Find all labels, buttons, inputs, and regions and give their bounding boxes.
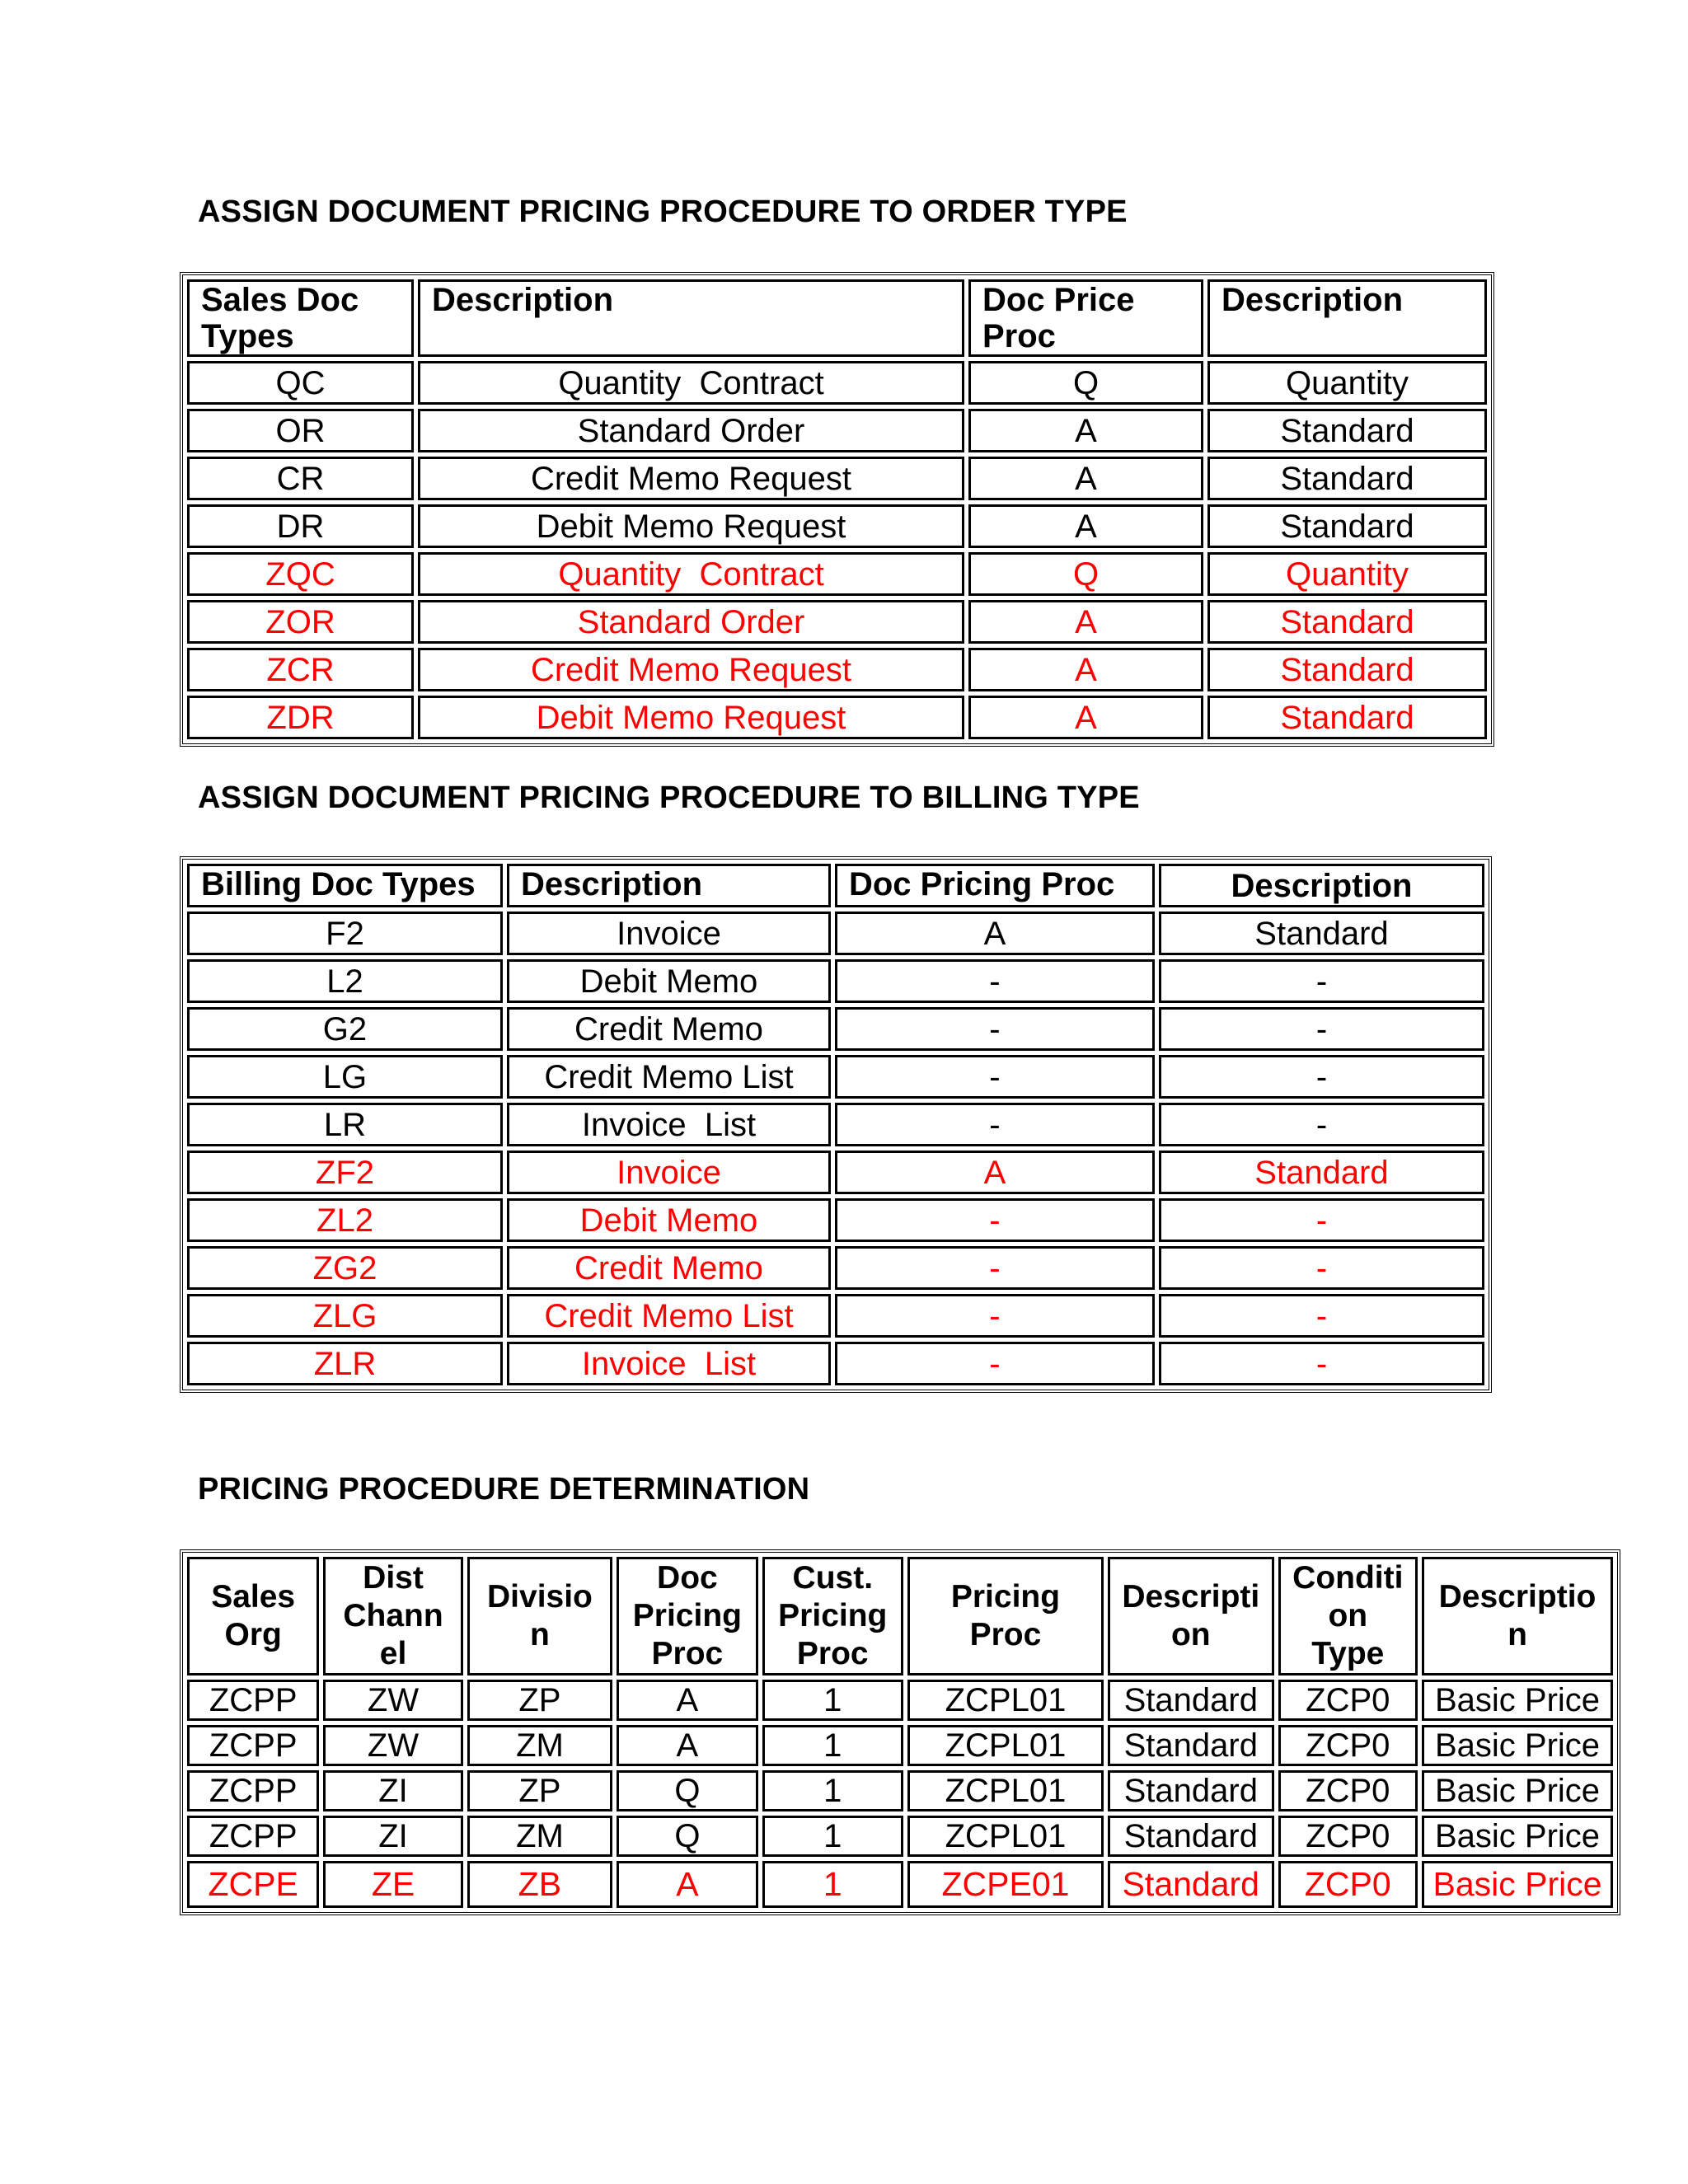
column-header: Divisio n bbox=[467, 1557, 612, 1675]
table-cell: Q bbox=[968, 361, 1203, 405]
table-cell: Basic Price bbox=[1422, 1725, 1613, 1766]
table-cell: - bbox=[1159, 1007, 1484, 1051]
table-cell: A bbox=[617, 1725, 757, 1766]
table-cell: OR bbox=[187, 409, 414, 452]
column-header: Sales Org bbox=[187, 1557, 319, 1675]
table-cell: ZCPE01 bbox=[907, 1861, 1104, 1908]
table-cell: Standard bbox=[1207, 409, 1487, 452]
column-header: Description bbox=[1159, 864, 1484, 907]
table-row bbox=[187, 600, 1487, 644]
table-cell: - bbox=[1159, 1342, 1484, 1385]
table-cell: ZCPL01 bbox=[907, 1680, 1104, 1721]
column-header: Doc Pricing Proc bbox=[835, 864, 1155, 907]
table-row bbox=[187, 1007, 1484, 1051]
section-title-pricing-determination: PRICING PROCEDURE DETERMINATION bbox=[198, 1472, 810, 1507]
header-row bbox=[187, 1557, 1613, 1675]
table-cell: G2 bbox=[187, 1007, 503, 1051]
table-row bbox=[187, 959, 1484, 1003]
table-cell: L2 bbox=[187, 959, 503, 1003]
table-row bbox=[187, 1198, 1484, 1242]
table-row bbox=[187, 648, 1487, 691]
table-cell: 1 bbox=[762, 1725, 903, 1766]
table-cell: - bbox=[835, 1007, 1155, 1051]
section-title-billing-type: ASSIGN DOCUMENT PRICING PROCEDURE TO BILLING TYPE bbox=[198, 780, 1140, 815]
table-row bbox=[187, 1342, 1484, 1385]
table-cell: Standard bbox=[1108, 1680, 1274, 1721]
table-cell: Credit Memo Request bbox=[418, 648, 964, 691]
table-cell: Credit Memo List bbox=[507, 1294, 831, 1338]
table-cell: LR bbox=[187, 1103, 503, 1146]
table-cell: 1 bbox=[762, 1770, 903, 1811]
table-cell: A bbox=[835, 912, 1155, 955]
table-cell: A bbox=[968, 409, 1203, 452]
table-cell: ZP bbox=[467, 1770, 612, 1811]
table-cell: Quantity bbox=[1207, 361, 1487, 405]
table-cell: Standard bbox=[1207, 600, 1487, 644]
table-cell: Standard bbox=[1108, 1861, 1274, 1908]
table-row bbox=[187, 504, 1487, 548]
table-cell: Credit Memo List bbox=[507, 1055, 831, 1099]
table-cell: ZCPP bbox=[187, 1725, 319, 1766]
table-cell: Basic Price bbox=[1422, 1816, 1613, 1857]
table-cell: Standard Order bbox=[418, 600, 964, 644]
table-cell: ZM bbox=[467, 1725, 612, 1766]
header-row bbox=[187, 864, 1484, 907]
table-cell: QC bbox=[187, 361, 414, 405]
table-cell: ZLG bbox=[187, 1294, 503, 1338]
table-cell: ZCPL01 bbox=[907, 1725, 1104, 1766]
column-header: Doc Price Proc bbox=[968, 279, 1203, 357]
column-header: Billing Doc Types bbox=[187, 864, 503, 907]
table-cell: ZF2 bbox=[187, 1151, 503, 1194]
table-cell: A bbox=[968, 648, 1203, 691]
table-cell: ZOR bbox=[187, 600, 414, 644]
table-cell: Q bbox=[617, 1816, 757, 1857]
table-cell: - bbox=[1159, 1246, 1484, 1290]
table-cell: Credit Memo bbox=[507, 1246, 831, 1290]
column-header: Doc Pricing Proc bbox=[617, 1557, 757, 1675]
table-cell: - bbox=[835, 1055, 1155, 1099]
table-row bbox=[187, 1055, 1484, 1099]
table-cell: ZCPL01 bbox=[907, 1770, 1104, 1811]
table-cell: ZQC bbox=[187, 552, 414, 596]
table-row bbox=[187, 1861, 1613, 1908]
table-cell: Basic Price bbox=[1422, 1861, 1613, 1908]
table-row bbox=[187, 361, 1487, 405]
table-cell: ZLR bbox=[187, 1342, 503, 1385]
table-cell: ZDR bbox=[187, 696, 414, 739]
table-cell: ZM bbox=[467, 1816, 612, 1857]
table-cell: - bbox=[1159, 1055, 1484, 1099]
table-cell: A bbox=[968, 696, 1203, 739]
table-cell: Basic Price bbox=[1422, 1680, 1613, 1721]
order-type-table bbox=[180, 272, 1494, 747]
column-header: Sales Doc Types bbox=[187, 279, 414, 357]
table-cell: - bbox=[835, 959, 1155, 1003]
section-title-order-type: ASSIGN DOCUMENT PRICING PROCEDURE TO ORDER TYPE bbox=[198, 194, 1128, 229]
table-cell: A bbox=[835, 1151, 1155, 1194]
table-cell: Invoice List bbox=[507, 1342, 831, 1385]
table-cell: 1 bbox=[762, 1861, 903, 1908]
table-cell: Quantity Contract bbox=[418, 552, 964, 596]
table-cell: - bbox=[1159, 959, 1484, 1003]
table-cell: - bbox=[835, 1198, 1155, 1242]
table-cell: ZCP0 bbox=[1278, 1861, 1418, 1908]
table-cell: Q bbox=[968, 552, 1203, 596]
table-cell: Invoice bbox=[507, 1151, 831, 1194]
table-cell: DR bbox=[187, 504, 414, 548]
table-cell: Standard bbox=[1207, 457, 1487, 500]
table-row bbox=[187, 1246, 1484, 1290]
table-cell: A bbox=[968, 504, 1203, 548]
table-cell: Standard bbox=[1108, 1816, 1274, 1857]
table-cell: ZCPP bbox=[187, 1680, 319, 1721]
table-cell: Standard bbox=[1159, 1151, 1484, 1194]
table-cell: A bbox=[617, 1861, 757, 1908]
table-row bbox=[187, 552, 1487, 596]
table-cell: Debit Memo Request bbox=[418, 696, 964, 739]
table-cell: ZCPL01 bbox=[907, 1816, 1104, 1857]
column-header: Description bbox=[1207, 279, 1487, 357]
table-cell: ZL2 bbox=[187, 1198, 503, 1242]
table-cell: 1 bbox=[762, 1816, 903, 1857]
column-header: Cust. Pricing Proc bbox=[762, 1557, 903, 1675]
column-header: Description bbox=[507, 864, 831, 907]
table-row bbox=[187, 1294, 1484, 1338]
table-cell: - bbox=[1159, 1103, 1484, 1146]
billing-type-table bbox=[180, 856, 1492, 1393]
table-cell: ZCP0 bbox=[1278, 1816, 1418, 1857]
column-header: Pricing Proc bbox=[907, 1557, 1104, 1675]
table-row bbox=[187, 409, 1487, 452]
table-cell: Credit Memo Request bbox=[418, 457, 964, 500]
table-row bbox=[187, 912, 1484, 955]
table-cell: Standard bbox=[1207, 648, 1487, 691]
table-cell: ZCPP bbox=[187, 1770, 319, 1811]
table-cell: F2 bbox=[187, 912, 503, 955]
header-row bbox=[187, 279, 1487, 357]
table-cell: Q bbox=[617, 1770, 757, 1811]
table-cell: ZE bbox=[323, 1861, 462, 1908]
table-cell: A bbox=[968, 600, 1203, 644]
table-row bbox=[187, 696, 1487, 739]
table-cell: Invoice List bbox=[507, 1103, 831, 1146]
table-cell: Quantity bbox=[1207, 552, 1487, 596]
table-row bbox=[187, 1770, 1613, 1811]
table-cell: ZCP0 bbox=[1278, 1725, 1418, 1766]
table-cell: A bbox=[968, 457, 1203, 500]
column-header: Description bbox=[418, 279, 964, 357]
table-row bbox=[187, 1725, 1613, 1766]
table-cell: - bbox=[835, 1246, 1155, 1290]
column-header: Dist Chann el bbox=[323, 1557, 462, 1675]
table-cell: ZW bbox=[323, 1680, 462, 1721]
table-cell: CR bbox=[187, 457, 414, 500]
table-cell: Standard Order bbox=[418, 409, 964, 452]
table-cell: Standard bbox=[1159, 912, 1484, 955]
table-row bbox=[187, 457, 1487, 500]
column-header: Conditi on Type bbox=[1278, 1557, 1418, 1675]
table-cell: Basic Price bbox=[1422, 1770, 1613, 1811]
table-cell: - bbox=[835, 1103, 1155, 1146]
table-cell: - bbox=[1159, 1294, 1484, 1338]
column-header: Descripti on bbox=[1108, 1557, 1274, 1675]
table-row bbox=[187, 1680, 1613, 1721]
table-cell: ZG2 bbox=[187, 1246, 503, 1290]
table-cell: ZCPE bbox=[187, 1861, 319, 1908]
column-header: Descriptio n bbox=[1422, 1557, 1613, 1675]
table-cell: ZCPP bbox=[187, 1816, 319, 1857]
table-cell: Debit Memo bbox=[507, 1198, 831, 1242]
table-row bbox=[187, 1103, 1484, 1146]
table-cell: ZB bbox=[467, 1861, 612, 1908]
table-cell: ZI bbox=[323, 1770, 462, 1811]
table-cell: ZI bbox=[323, 1816, 462, 1857]
table-cell: Debit Memo bbox=[507, 959, 831, 1003]
table-cell: Standard bbox=[1207, 696, 1487, 739]
table-cell: ZCP0 bbox=[1278, 1770, 1418, 1811]
table-cell: 1 bbox=[762, 1680, 903, 1721]
table-cell: Standard bbox=[1108, 1725, 1274, 1766]
table-cell: - bbox=[835, 1294, 1155, 1338]
table-cell: ZP bbox=[467, 1680, 612, 1721]
table-row bbox=[187, 1151, 1484, 1194]
table-cell: - bbox=[835, 1342, 1155, 1385]
table-cell: ZCR bbox=[187, 648, 414, 691]
table-cell: Quantity Contract bbox=[418, 361, 964, 405]
table-cell: Invoice bbox=[507, 912, 831, 955]
table-cell: Standard bbox=[1207, 504, 1487, 548]
table-cell: ZW bbox=[323, 1725, 462, 1766]
table-row bbox=[187, 1816, 1613, 1857]
table-cell: Standard bbox=[1108, 1770, 1274, 1811]
pricing-determination-table bbox=[180, 1549, 1620, 1915]
table-cell: ZCP0 bbox=[1278, 1680, 1418, 1721]
table-cell: - bbox=[1159, 1198, 1484, 1242]
table-cell: LG bbox=[187, 1055, 503, 1099]
table-cell: Debit Memo Request bbox=[418, 504, 964, 548]
table-cell: A bbox=[617, 1680, 757, 1721]
table-cell: Credit Memo bbox=[507, 1007, 831, 1051]
